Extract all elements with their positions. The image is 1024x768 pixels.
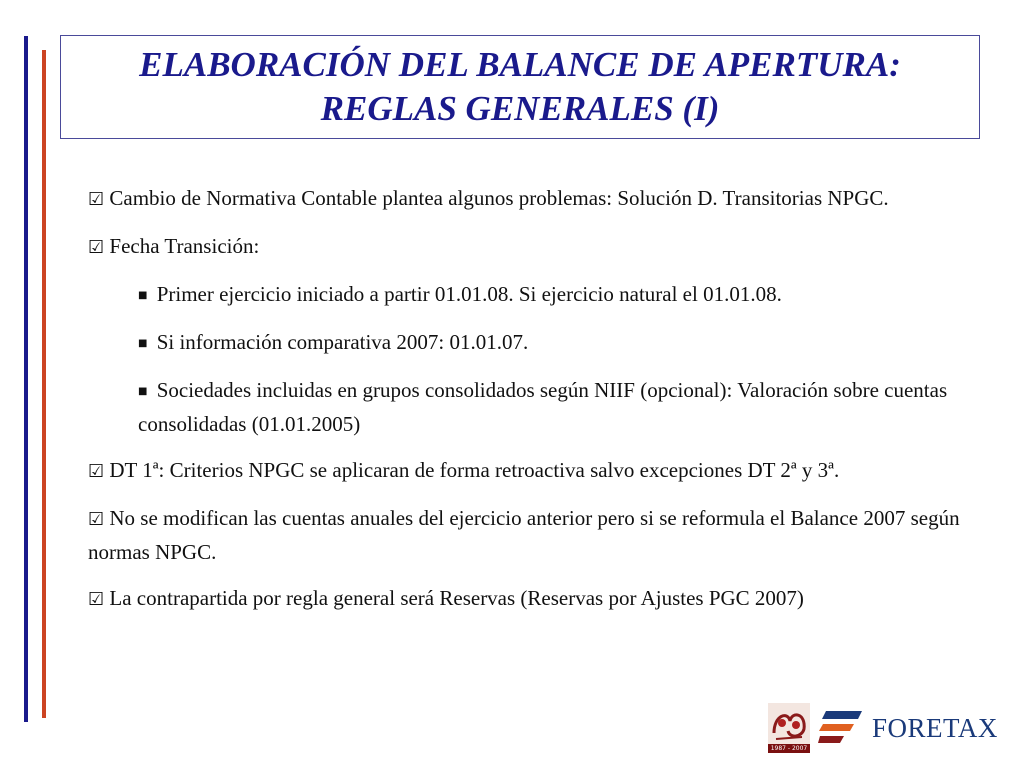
emblem-years: 1987 - 2007 (768, 744, 810, 753)
left-accent-bar-blue (24, 36, 28, 722)
square-bullet-icon: ■ (138, 386, 148, 397)
bullet-paragraph (88, 502, 993, 568)
left-accent-bar-red (42, 50, 46, 718)
sub-bullet (138, 278, 993, 312)
sub-bullet (138, 326, 993, 360)
slide-title-line-1: ELABORACIÓN DEL BALANCE DE APERTURA: (139, 45, 901, 84)
sub-bullet-text: Sociedades incluidas en grupos consolidados según NIIF (opcional): Valoración sobre cuentas consolidadas (01.01.2005) (138, 378, 948, 436)
bullet-text: No se modifican las cuentas anuales del ejercicio anterior pero si se reformula el Balance 2007 según normas NPGC. (88, 506, 960, 564)
checkbox-icon: ☑ (88, 461, 105, 482)
sub-bullet-text: Primer ejercicio iniciado a partir 01.01.08. Si ejercicio natural el 01.01.08. (156, 282, 782, 306)
bullet-text: La contrapartida por regla general será Reservas (Reservas por Ajustes PGC 2007) (109, 586, 804, 610)
square-bullet-icon: ■ (138, 338, 148, 349)
bullet-text: Fecha Transición: (109, 234, 260, 258)
slide-body (88, 182, 993, 630)
sub-bullet-text: Si información comparativa 2007: 01.01.07. (156, 330, 529, 354)
bullet-paragraph (88, 182, 993, 216)
bullet-paragraph (88, 582, 993, 616)
foretax-logo (768, 703, 1013, 753)
sub-bullet (138, 374, 993, 440)
foretax-f-icon (818, 709, 862, 749)
slide-title-box (60, 35, 980, 139)
bullet-text: Cambio de Normativa Contable plantea algunos problemas: Solución D. Transitorias NPGC. (109, 186, 889, 210)
bullet-paragraph (88, 230, 993, 264)
bullet-paragraph (88, 454, 993, 488)
checkbox-icon: ☑ (88, 589, 105, 610)
square-bullet-icon: ■ (138, 290, 148, 301)
checkbox-icon: ☑ (88, 189, 105, 210)
checkbox-icon: ☑ (88, 237, 105, 258)
checkbox-icon: ☑ (88, 509, 105, 530)
brand-name: FORETAX (872, 713, 998, 743)
slide-title-line-2: REGLAS GENERALES (I) (320, 89, 720, 128)
bullet-text: DT 1ª: Criterios NPGC se aplicaran de forma retroactiva salvo excepciones DT 2ª y 3ª. (109, 458, 840, 482)
